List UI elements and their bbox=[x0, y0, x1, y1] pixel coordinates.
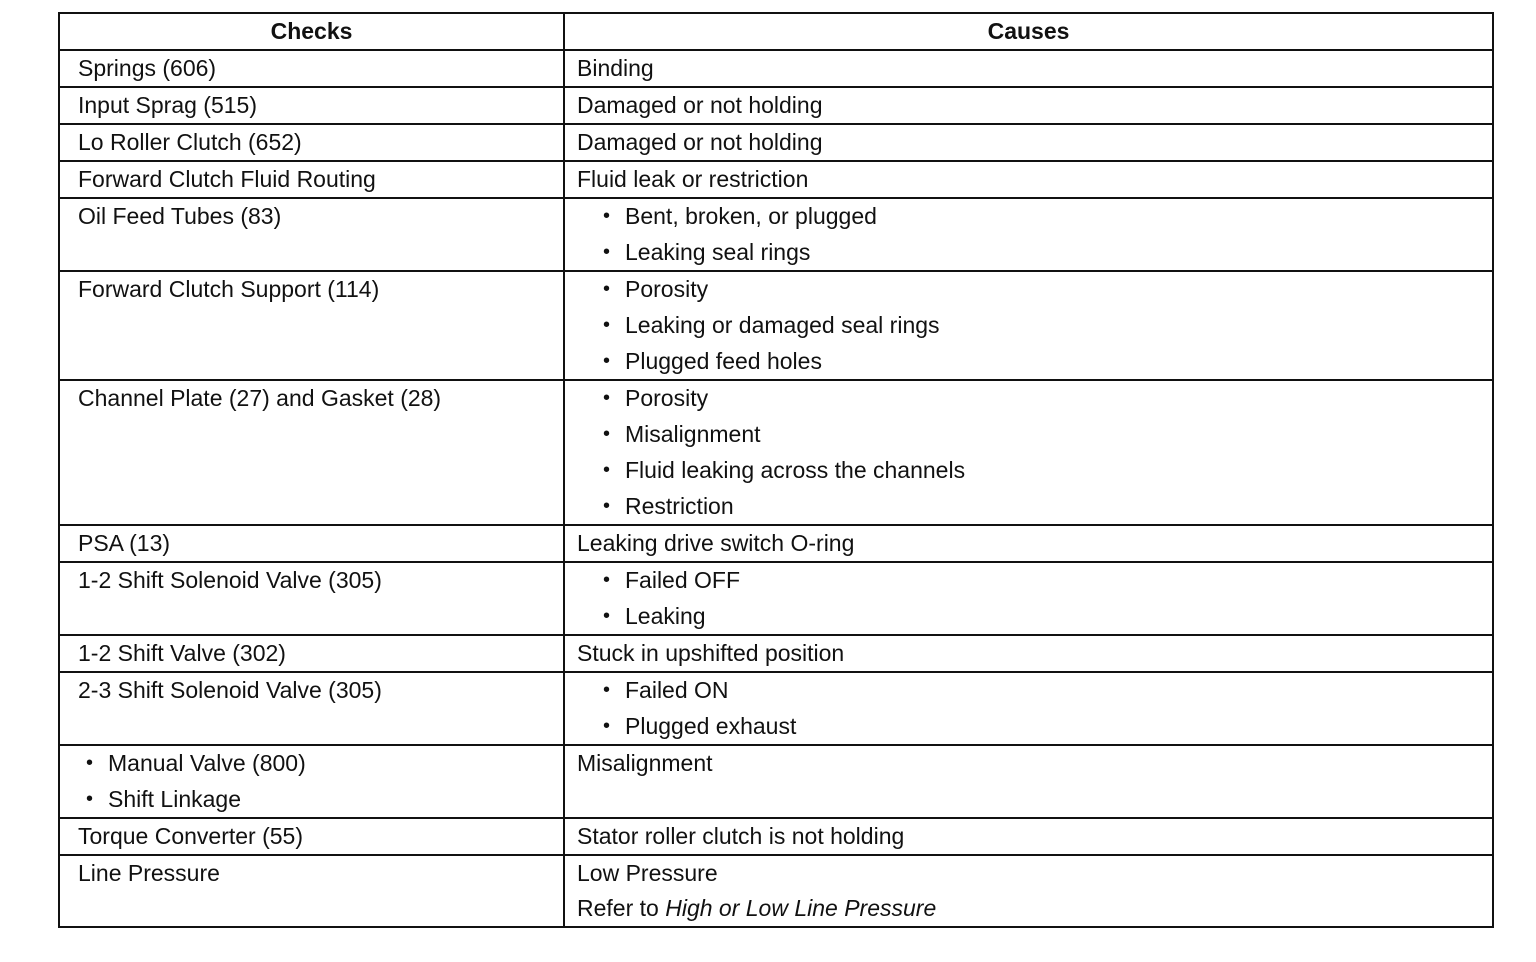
refer-link[interactable]: High or Low Line Pressure bbox=[665, 895, 937, 921]
bullet-icon: • bbox=[603, 569, 611, 591]
check-text: Shift Linkage bbox=[108, 786, 241, 812]
refer-prefix: Refer to bbox=[577, 895, 659, 921]
cause-list-item bbox=[577, 275, 1482, 304]
bullet-icon: • bbox=[603, 387, 611, 409]
cause-list bbox=[577, 566, 1482, 631]
cause-cell: Stuck in upshifted position bbox=[564, 635, 1493, 672]
cause-list-item bbox=[577, 347, 1482, 376]
cause-list bbox=[577, 202, 1482, 267]
check-cell: Line Pressure bbox=[59, 855, 564, 927]
cause-cell: Damaged or not holding bbox=[564, 124, 1493, 161]
cause-list-item bbox=[577, 492, 1482, 521]
cause-cell: Leaking drive switch O-ring bbox=[564, 525, 1493, 562]
cause-text: Misalignment bbox=[625, 421, 761, 447]
check-text: Manual Valve (800) bbox=[108, 750, 306, 776]
check-cell: Forward Clutch Support (114) bbox=[59, 271, 564, 380]
cause-cell: Fluid leak or restriction bbox=[564, 161, 1493, 198]
bullet-icon: • bbox=[86, 752, 94, 774]
cause-text: Low Pressure bbox=[577, 860, 718, 886]
cause-list-item bbox=[577, 676, 1482, 705]
cause-list-item bbox=[577, 602, 1482, 631]
diagnosis-table bbox=[58, 12, 1494, 928]
cause-cell: Damaged or not holding bbox=[564, 87, 1493, 124]
table-row bbox=[59, 87, 1493, 124]
table-row bbox=[59, 818, 1493, 855]
cause-text: Plugged feed holes bbox=[625, 348, 822, 374]
bullet-icon: • bbox=[603, 314, 611, 336]
cause-text: Restriction bbox=[625, 493, 734, 519]
cause-list-item bbox=[577, 420, 1482, 449]
table-row bbox=[59, 635, 1493, 672]
cause-text: Plugged exhaust bbox=[625, 713, 797, 739]
check-cell: Channel Plate (27) and Gasket (28) bbox=[59, 380, 564, 525]
check-cell: Forward Clutch Fluid Routing bbox=[59, 161, 564, 198]
bullet-icon: • bbox=[603, 679, 611, 701]
cause-list-item bbox=[577, 712, 1482, 741]
table-row bbox=[59, 271, 1493, 380]
cause-cell: Binding bbox=[564, 50, 1493, 87]
cause-cell bbox=[564, 562, 1493, 635]
check-cell: Input Sprag (515) bbox=[59, 87, 564, 124]
bullet-icon: • bbox=[86, 788, 94, 810]
cause-text: Failed ON bbox=[625, 677, 729, 703]
cause-list bbox=[577, 384, 1482, 521]
cause-text: Leaking seal rings bbox=[625, 239, 811, 265]
cause-text: Bent, broken, or plugged bbox=[625, 203, 877, 229]
cause-list-item bbox=[577, 238, 1482, 267]
cause-list bbox=[577, 275, 1482, 376]
cause-cell bbox=[564, 271, 1493, 380]
cause-cell: Stator roller clutch is not holding bbox=[564, 818, 1493, 855]
cause-list-item bbox=[577, 384, 1482, 413]
bullet-icon: • bbox=[603, 278, 611, 300]
bullet-icon: • bbox=[603, 350, 611, 372]
bullet-icon: • bbox=[603, 495, 611, 517]
cause-list-item bbox=[577, 456, 1482, 485]
check-list bbox=[60, 749, 553, 814]
cause-list-item bbox=[577, 566, 1482, 595]
table-row bbox=[59, 562, 1493, 635]
check-cell: Torque Converter (55) bbox=[59, 818, 564, 855]
check-cell: 1-2 Shift Solenoid Valve (305) bbox=[59, 562, 564, 635]
cause-text: Failed OFF bbox=[625, 567, 741, 593]
check-cell: Lo Roller Clutch (652) bbox=[59, 124, 564, 161]
cause-list bbox=[577, 676, 1482, 741]
check-cell: 1-2 Shift Valve (302) bbox=[59, 635, 564, 672]
check-list-item bbox=[60, 785, 553, 814]
check-cell: PSA (13) bbox=[59, 525, 564, 562]
table-row bbox=[59, 672, 1493, 745]
table-row bbox=[59, 124, 1493, 161]
check-cell: Springs (606) bbox=[59, 50, 564, 87]
cause-list-item bbox=[577, 202, 1482, 231]
cause-cell bbox=[564, 380, 1493, 525]
cause-list-item bbox=[577, 311, 1482, 340]
table-row bbox=[59, 745, 1493, 818]
check-cell: Oil Feed Tubes (83) bbox=[59, 198, 564, 271]
cause-cell bbox=[564, 855, 1493, 927]
cause-text: Leaking or damaged seal rings bbox=[625, 312, 940, 338]
cause-cell: Misalignment bbox=[564, 745, 1493, 818]
causes-header: Causes bbox=[564, 13, 1493, 50]
bullet-icon: • bbox=[603, 715, 611, 737]
table-row bbox=[59, 380, 1493, 525]
check-cell bbox=[59, 745, 564, 818]
bullet-icon: • bbox=[603, 605, 611, 627]
table-row bbox=[59, 525, 1493, 562]
check-cell: 2-3 Shift Solenoid Valve (305) bbox=[59, 672, 564, 745]
bullet-icon: • bbox=[603, 459, 611, 481]
cause-text: Porosity bbox=[625, 385, 709, 411]
checks-header: Checks bbox=[59, 13, 564, 50]
bullet-icon: • bbox=[603, 423, 611, 445]
bullet-icon: • bbox=[603, 241, 611, 263]
cause-cell bbox=[564, 198, 1493, 271]
cause-text: Fluid leaking across the channels bbox=[625, 457, 966, 483]
bullet-icon: • bbox=[603, 205, 611, 227]
refer-line bbox=[577, 894, 1482, 923]
table-row bbox=[59, 855, 1493, 927]
table-row bbox=[59, 50, 1493, 87]
check-list-item bbox=[60, 749, 553, 778]
cause-cell bbox=[564, 672, 1493, 745]
table-row bbox=[59, 161, 1493, 198]
table-header-row bbox=[59, 13, 1493, 50]
cause-text: Leaking bbox=[625, 603, 706, 629]
table-row bbox=[59, 198, 1493, 271]
cause-text: Porosity bbox=[625, 276, 709, 302]
